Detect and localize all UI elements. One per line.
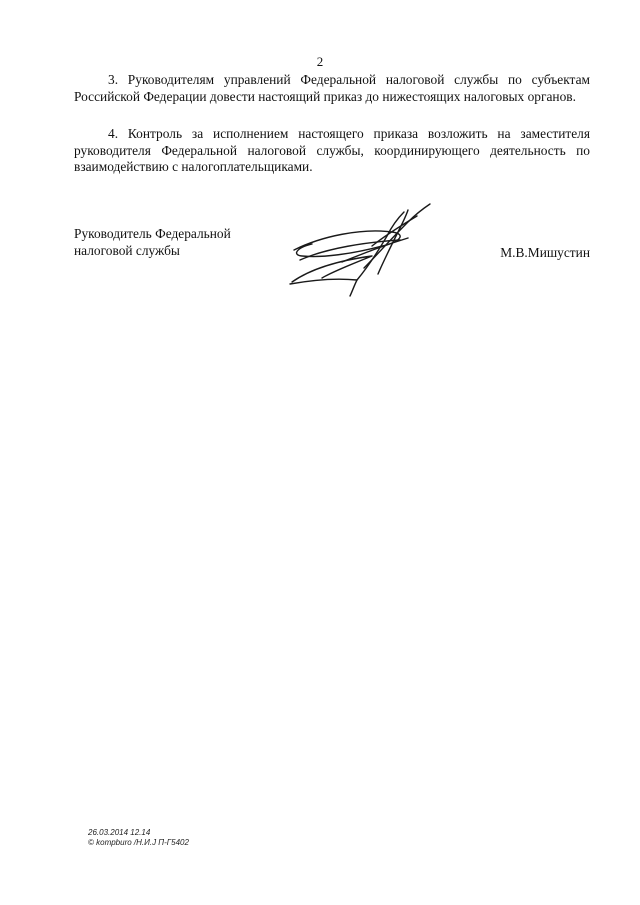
signer-position-line-2: налоговой службы [74, 243, 180, 258]
paragraph-3-text: 3. Руководителям управлений Федеральной налоговой службы по субъектам Российской Федерации довести настоящий приказ до нижестоящих налоговых органов. [74, 72, 590, 104]
paragraph-3 [74, 72, 590, 105]
page-number: 2 [316, 54, 324, 69]
footer-file-reference: © kompburo /Н.И.J П-Г5402 [88, 838, 189, 847]
paragraph-4-text: 4. Контроль за исполнением настоящего приказа возложить на заместителя руководителя Федеральной налоговой службы, координирующего деятельность по взаимодействию с налогоплательщиками. [74, 126, 590, 174]
handwritten-signature [282, 198, 442, 298]
footer-date: 26.03.2014 12.14 [88, 828, 151, 837]
document-footer [88, 828, 189, 848]
signer-position-line-1: Руководитель Федеральной [74, 226, 231, 241]
paragraph-4 [74, 126, 590, 176]
signer-name: М.В.Мишустин [500, 245, 590, 260]
signer-position [74, 225, 231, 259]
